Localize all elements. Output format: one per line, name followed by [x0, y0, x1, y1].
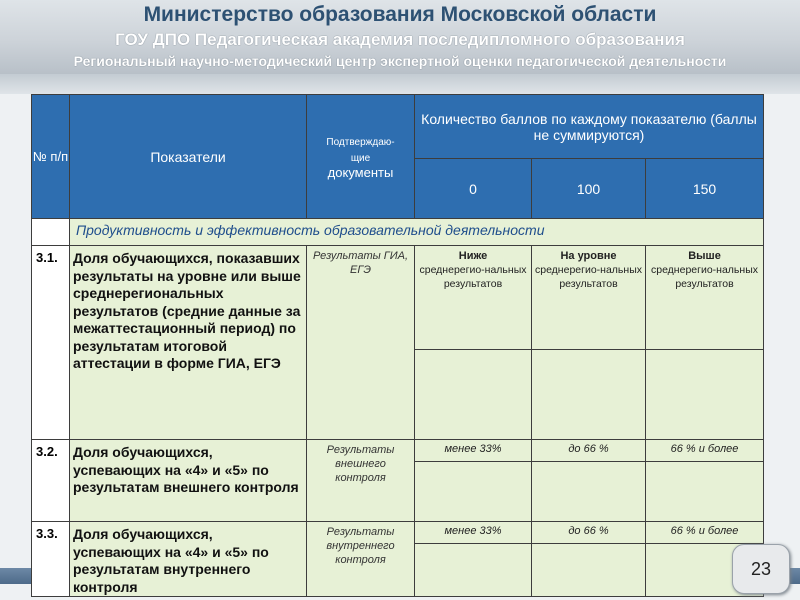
- row-number: 3.3.: [32, 522, 70, 597]
- value-0: менее 33%: [415, 522, 532, 544]
- row-docs: Результаты внешнего контроля: [307, 440, 415, 522]
- criterion-0-text: среднерегио-нальных результатов: [419, 264, 527, 290]
- value-150: 66 % и более: [646, 522, 764, 544]
- row-number: 3.1.: [32, 246, 70, 440]
- table-header-row: [32, 95, 764, 159]
- criterion-0-bold: Ниже: [458, 250, 488, 262]
- empty-cell: [646, 462, 764, 522]
- row-docs: Результаты внутреннего контроля: [307, 522, 415, 597]
- col-docs-line1: Подтверждаю-: [326, 136, 395, 148]
- value-100: до 66 %: [532, 440, 646, 462]
- empty-cell: [415, 544, 532, 597]
- row-indicator: Доля обучающихся, успевающих на «4» и «5» по результатам внутреннего контроля: [70, 522, 307, 597]
- row-number: 3.2.: [32, 440, 70, 522]
- table-row: [32, 246, 764, 350]
- empty-cell: [532, 544, 646, 597]
- table-row: [32, 440, 764, 462]
- value-0: менее 33%: [415, 440, 532, 462]
- page-number-badge: 23: [732, 544, 790, 594]
- points-150: 150: [646, 159, 764, 219]
- col-points-header: Количество баллов по каждому показателю (баллы не суммируются): [415, 95, 764, 159]
- slide-header: [0, 0, 800, 74]
- ministry-title: Министерство образования Московской области: [143, 3, 657, 26]
- section-title: Продуктивность и эффективность образовательной деятельности: [70, 219, 764, 246]
- criterion-150-bold: Выше: [688, 250, 721, 262]
- criterion-150-text: среднерегио-нальных результатов: [650, 264, 758, 290]
- criteria-table: [31, 94, 764, 597]
- col-docs-header: [307, 95, 415, 219]
- col-indicators-header: Показатели: [70, 95, 307, 219]
- criterion-0: [415, 246, 532, 350]
- row-indicator: Доля обучающихся, показавших результаты на уровне или выше среднерегиональных результатов (средние данные за межаттестационный период) по результатам итоговой аттестации в форме ГИА, ЕГЭ: [70, 246, 307, 440]
- points-100: 100: [532, 159, 646, 219]
- value-150: 66 % и более: [646, 440, 764, 462]
- row-indicator: Доля обучающихся, успевающих на «4» и «5» по результатам внешнего контроля: [70, 440, 307, 522]
- table-row: [32, 522, 764, 544]
- criterion-150: [646, 246, 764, 350]
- empty-cell: [415, 350, 532, 440]
- row-docs: Результаты ГИА, ЕГЭ: [307, 246, 415, 440]
- col-docs-line3: документы: [327, 164, 394, 180]
- footer-bar-left: [0, 568, 31, 584]
- header-strip: [0, 74, 800, 94]
- col-number-header: № п/п: [32, 95, 70, 219]
- section-num-cell: [32, 219, 70, 246]
- academy-title: ГОУ ДПО Педагогическая академия последипломного образования: [115, 30, 685, 49]
- empty-cell: [646, 350, 764, 440]
- empty-cell: [532, 462, 646, 522]
- value-100: до 66 %: [532, 522, 646, 544]
- criterion-100: [532, 246, 646, 350]
- center-title: Региональный научно-методический центр экспертной оценки педагогической деятельности: [73, 53, 727, 69]
- criterion-100-text: среднерегио-нальных результатов: [534, 264, 642, 290]
- section-row: [32, 219, 764, 246]
- empty-cell: [532, 350, 646, 440]
- criterion-100-bold: На уровне: [560, 250, 617, 262]
- col-docs-line2: щие: [350, 152, 371, 164]
- points-0: 0: [415, 159, 532, 219]
- empty-cell: [415, 462, 532, 522]
